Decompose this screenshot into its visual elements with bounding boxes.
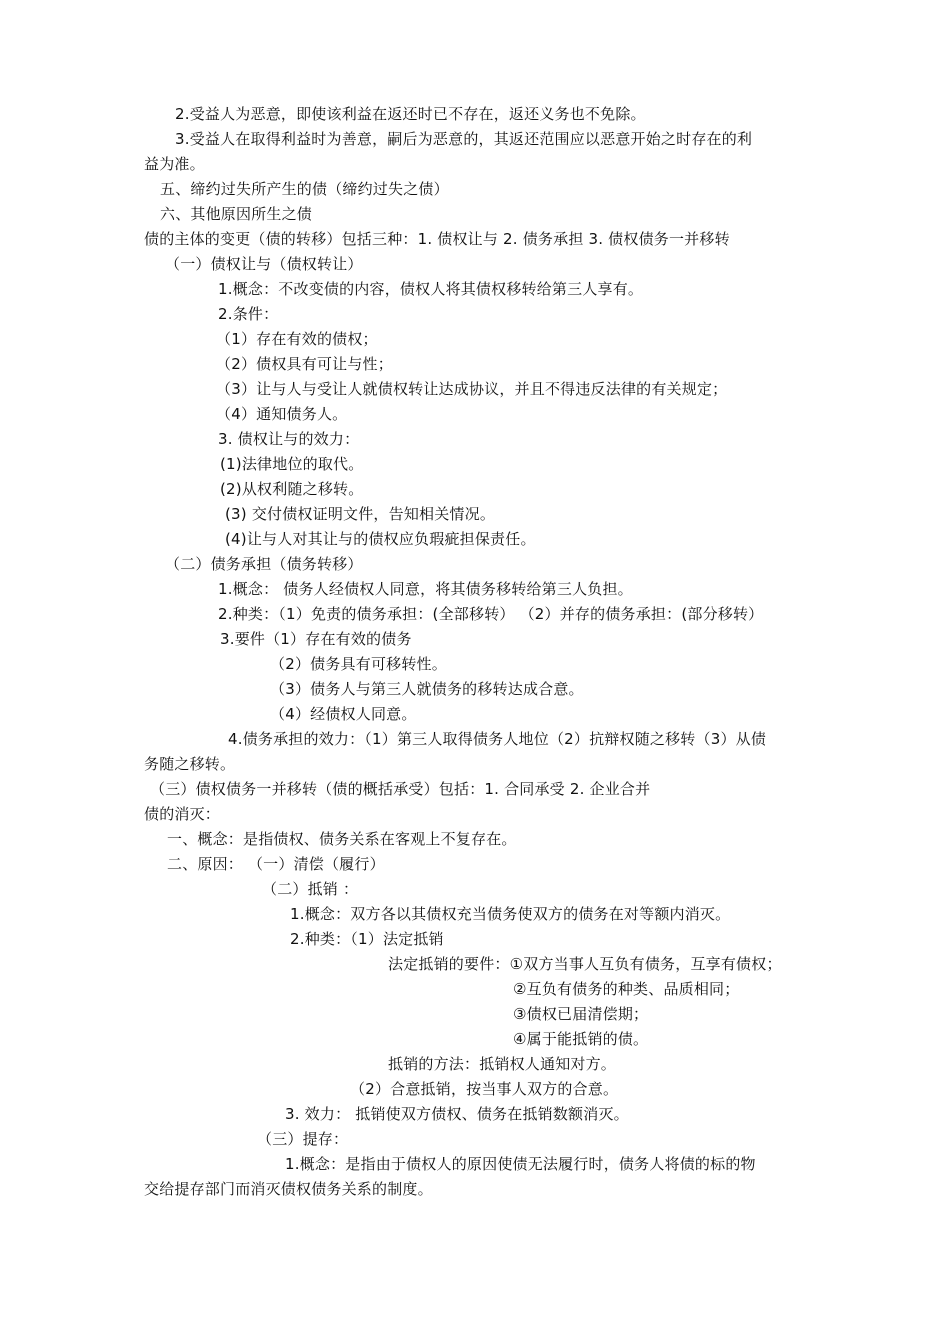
text-line-27: 务随之移转。 [144, 755, 236, 773]
text-line-4: 五、缔约过失所产生的债（缔约过失之债） [160, 180, 449, 198]
text-line-24: （3）债务人与第三人就债务的移转达成合意。 [270, 680, 584, 698]
text-line-36: ②互负有债务的种类、品质相同； [513, 980, 740, 998]
text-line-1: 2.受益人为恶意，即使该利益在返还时已不存在，返还义务也不免除。 [175, 105, 646, 123]
text-line-17: (3) 交付债权证明文件，告知相关情况。 [225, 505, 496, 523]
text-line-32: （二）抵销 ： [262, 880, 359, 898]
text-line-21: 2.种类：（1）免责的债务承担：(全部移转） （2）并存的债务承担：(部分移转） [218, 605, 764, 623]
text-line-30: 一、概念：是指债权、债务关系在客观上不复存在。 [167, 830, 517, 848]
text-line-5: 六、其他原因所生之债 [160, 205, 313, 223]
text-line-23: （2）债务具有可移转性。 [270, 655, 447, 673]
text-line-26: 4.债务承担的效力：（1）第三人取得债务人地位（2）抗辩权随之移转（3）从债 [228, 730, 767, 748]
text-line-41: 3. 效力： 抵销使双方债权、债务在抵销数额消灭。 [285, 1105, 629, 1123]
text-line-29: 债的消灭： [144, 805, 221, 823]
text-line-13: （4）通知债务人。 [216, 405, 348, 423]
text-line-44: 交给提存部门而消灭债权债务关系的制度。 [144, 1180, 433, 1198]
text-line-11: （2）债权具有可让与性； [216, 355, 393, 373]
text-line-15: (1)法律地位的取代。 [220, 455, 364, 473]
text-line-39: 抵销的方法：抵销权人通知对方。 [388, 1055, 617, 1073]
text-line-34: 2.种类：（1）法定抵销 [290, 930, 444, 948]
text-line-8: 1.概念：不改变债的内容，债权人将其债权移转给第三人享有。 [218, 280, 644, 298]
text-line-25: （4）经债权人同意。 [270, 705, 417, 723]
text-line-9: 2.条件： [218, 305, 279, 323]
text-line-43: 1.概念：是指由于债权人的原因使债无法履行时，债务人将债的标的物 [285, 1155, 756, 1173]
text-line-18: (4)让与人对其让与的债权应负瑕疵担保责任。 [225, 530, 536, 548]
text-line-38: ④属于能抵销的债。 [513, 1030, 649, 1048]
text-line-31: 二、原因： （一）清偿（履行） [167, 855, 385, 873]
text-line-42: （三）提存： [257, 1130, 349, 1148]
text-line-19: （二）债务承担（债务转移） [165, 555, 363, 573]
text-line-2: 3.受益人在取得利益时为善意，嗣后为恶意的，其返还范围应以恶意开始之时存在的利 [175, 130, 753, 148]
text-line-3: 益为准。 [144, 155, 205, 173]
text-line-28: （三）债权债务一并移转（债的概括承受）包括：1. 合同承受 2. 企业合并 [150, 780, 651, 798]
text-line-14: 3. 债权让与的效力： [218, 430, 360, 448]
text-line-6: 债的主体的变更（债的转移）包括三种：1. 债权让与 2. 债务承担 3. 债权债务一并移转 [144, 230, 730, 248]
text-line-40: （2）合意抵销，按当事人双方的合意。 [350, 1080, 619, 1098]
text-line-7: （一）债权让与（债权转让） [165, 255, 363, 273]
text-line-10: （1）存在有效的债权； [216, 330, 378, 348]
text-line-16: (2)从权利随之移转。 [220, 480, 364, 498]
text-line-22: 3.要件（1）存在有效的债务 [220, 630, 412, 648]
text-line-35: 法定抵销的要件：①双方当事人互负有债务，互享有债权； [388, 955, 782, 973]
text-line-12: （3）让与人与受让人就债权转让达成协议，并且不得违反法律的有关规定； [216, 380, 728, 398]
text-line-33: 1.概念：双方各以其债权充当债务使双方的债务在对等额内消灭。 [290, 905, 731, 923]
text-line-20: 1.概念： 债务人经债权人同意，将其债务移转给第三人负担。 [218, 580, 633, 598]
text-line-37: ③债权已届清偿期； [513, 1005, 649, 1023]
